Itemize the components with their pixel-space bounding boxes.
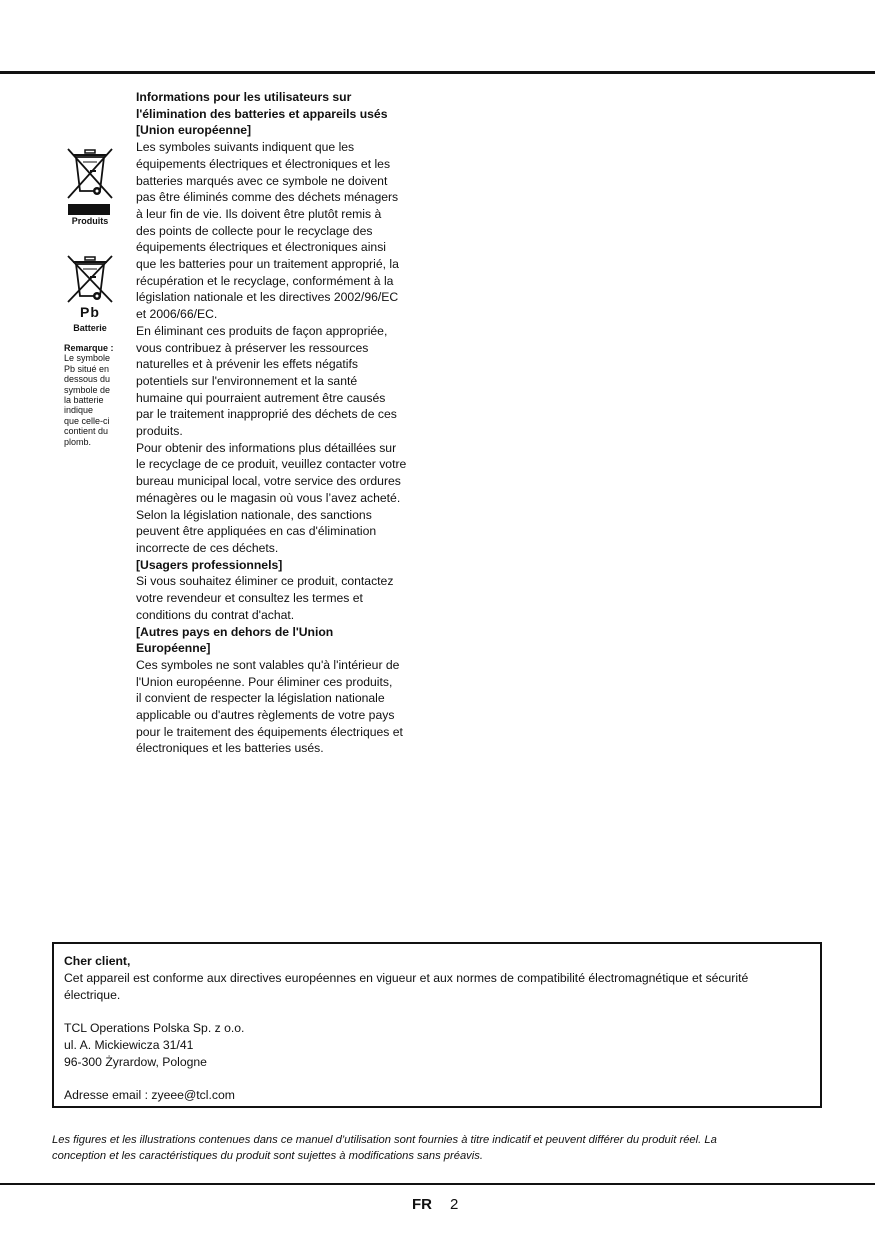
weee-products-symbol bbox=[60, 146, 120, 226]
disclaimer-line: conception et les caractéristiques du produit sont sujettes à modifications sans préavis. bbox=[52, 1150, 483, 1162]
notice-text: électrique. bbox=[64, 988, 121, 1002]
remark-title: Remarque : bbox=[64, 343, 114, 353]
disclaimer-line: Les figures et les illustrations contenues dans ce manuel d’utilisation sont fournies à titre indicatif et peuvent différer du produit réel. La bbox=[52, 1134, 717, 1146]
remark-line: Le symbole bbox=[64, 353, 111, 364]
body-text-line: conditions du contrat d'achat. bbox=[136, 607, 295, 622]
contact-email: Adresse email : zyeee@tcl.com bbox=[64, 1088, 235, 1102]
body-text-line: En éliminant ces produits de façon appropriée, bbox=[136, 323, 388, 338]
weee-date-bar bbox=[68, 204, 110, 215]
notice-title: Cher client, bbox=[64, 954, 131, 968]
body-text-line: bureau municipal local, votre service des ordures bbox=[136, 474, 401, 489]
section-heading-line: Informations pour les utilisateurs sur bbox=[136, 90, 352, 104]
body-text-line: Selon la législation nationale, des sanctions bbox=[136, 507, 372, 522]
body-text-line: il convient de respecter la législation nationale bbox=[136, 691, 385, 706]
company-city: 96-300 Żyrardow, Pologne bbox=[64, 1055, 207, 1069]
body-text-line: le recyclage de ce produit, veuillez contacter votre bbox=[136, 457, 407, 472]
body-text-line: récupération et le recyclage, conformément à la bbox=[136, 273, 394, 288]
disclaimer bbox=[52, 1132, 827, 1164]
body-text-line: l'Union européenne. Pour éliminer ces produits, bbox=[136, 674, 393, 689]
body-text-line: produits. bbox=[136, 424, 183, 439]
remark-line: la batterie bbox=[64, 395, 104, 406]
section-heading-line: [Union européenne] bbox=[136, 123, 252, 138]
customer-notice-box bbox=[52, 942, 822, 1108]
crossed-out-bin-icon bbox=[60, 254, 120, 304]
battery-caption: Batterie bbox=[73, 323, 107, 333]
remark-line: symbole de bbox=[64, 384, 111, 395]
remark-line: que celle-ci bbox=[64, 415, 110, 426]
remark-line: contient du bbox=[64, 426, 109, 437]
body-text-line: législation nationale et les directives 2002/96/EC bbox=[136, 290, 399, 305]
language-code: FR bbox=[412, 1196, 432, 1213]
body-text-line: Les symboles suivants indiquent que les bbox=[136, 140, 355, 155]
body-text-line: des points de collecte pour le recyclage des bbox=[136, 223, 373, 238]
body-text-line: applicable ou d'autres règlements de votre pays bbox=[136, 708, 395, 723]
section-heading-line: l'élimination des batteries et appareils usés bbox=[136, 106, 388, 121]
body-text-line: par le traitement inapproprié des déchets de ces bbox=[136, 407, 397, 422]
notice-text: Cet appareil est conforme aux directives européennes en vigueur et aux normes de compatibilité électromagnétique et sécurité bbox=[64, 971, 749, 985]
section-heading-line: Européenne] bbox=[136, 641, 211, 656]
body-text-line: Si vous souhaitez éliminer ce produit, contactez bbox=[136, 574, 394, 589]
body-text-line: équipements électriques et électroniques ainsi bbox=[136, 240, 386, 255]
disposal-information-text bbox=[136, 89, 426, 757]
page-number: 2 bbox=[450, 1196, 459, 1213]
company-name: TCL Operations Polska Sp. z o.o. bbox=[64, 1021, 245, 1035]
remark-line: Pb situé en bbox=[64, 363, 110, 374]
remark-line: dessous du bbox=[64, 374, 111, 385]
header-rule bbox=[0, 71, 875, 74]
body-text-line: ménagères ou le magasin où vous l’avez acheté. bbox=[136, 490, 401, 505]
body-text-line: potentiels sur l'environnement et la santé bbox=[136, 373, 358, 388]
body-text-line: Pour obtenir des informations plus détaillées sur bbox=[136, 440, 397, 455]
section-heading-line: [Autres pays en dehors de l'Union bbox=[136, 624, 334, 639]
products-caption: Produits bbox=[71, 216, 109, 226]
body-text-line: équipements électriques et électroniques et les bbox=[136, 156, 391, 171]
pb-symbol: Pb bbox=[80, 304, 100, 320]
weee-battery-symbol bbox=[60, 254, 120, 333]
body-text-line: naturelles et à prévenir les effets négatifs bbox=[136, 357, 358, 372]
body-text-line: que les batteries pour un traitement approprié, la bbox=[136, 257, 399, 272]
crossed-out-bin-icon bbox=[60, 146, 120, 200]
remark-line: plomb. bbox=[64, 436, 92, 447]
section-heading-line: [Usagers professionnels] bbox=[136, 557, 283, 572]
body-text-line: Ces symboles ne sont valables qu'à l'intérieur de bbox=[136, 657, 400, 672]
body-text-line: et 2006/66/EC. bbox=[136, 307, 218, 322]
body-text-line: incorrecte de ces déchets. bbox=[136, 540, 279, 555]
body-text-line: batteries marqués avec ce symbole ne doivent bbox=[136, 173, 388, 188]
body-text-line: votre revendeur et consultez les termes et bbox=[136, 591, 363, 606]
body-text-line: pour le traitement des équipements électriques et bbox=[136, 724, 403, 739]
body-text-line: peuvent être appliquées en cas d'élimination bbox=[136, 524, 377, 539]
body-text-line: à leur fin de vie. Ils doivent être plutôt remis à bbox=[136, 206, 382, 221]
body-text-line: vous contribuez à préserver les ressources bbox=[136, 340, 369, 355]
lead-remark bbox=[64, 343, 120, 447]
remark-line: indique bbox=[64, 405, 94, 416]
body-text-line: électroniques et les batteries usés. bbox=[136, 741, 324, 756]
footer-rule bbox=[0, 1183, 875, 1185]
body-text-line: humaine qui pourraient autrement être causés bbox=[136, 390, 386, 405]
company-street: ul. A. Mickiewicza 31/41 bbox=[64, 1038, 194, 1052]
body-text-line: pas être éliminés comme des déchets ménagers bbox=[136, 190, 399, 205]
